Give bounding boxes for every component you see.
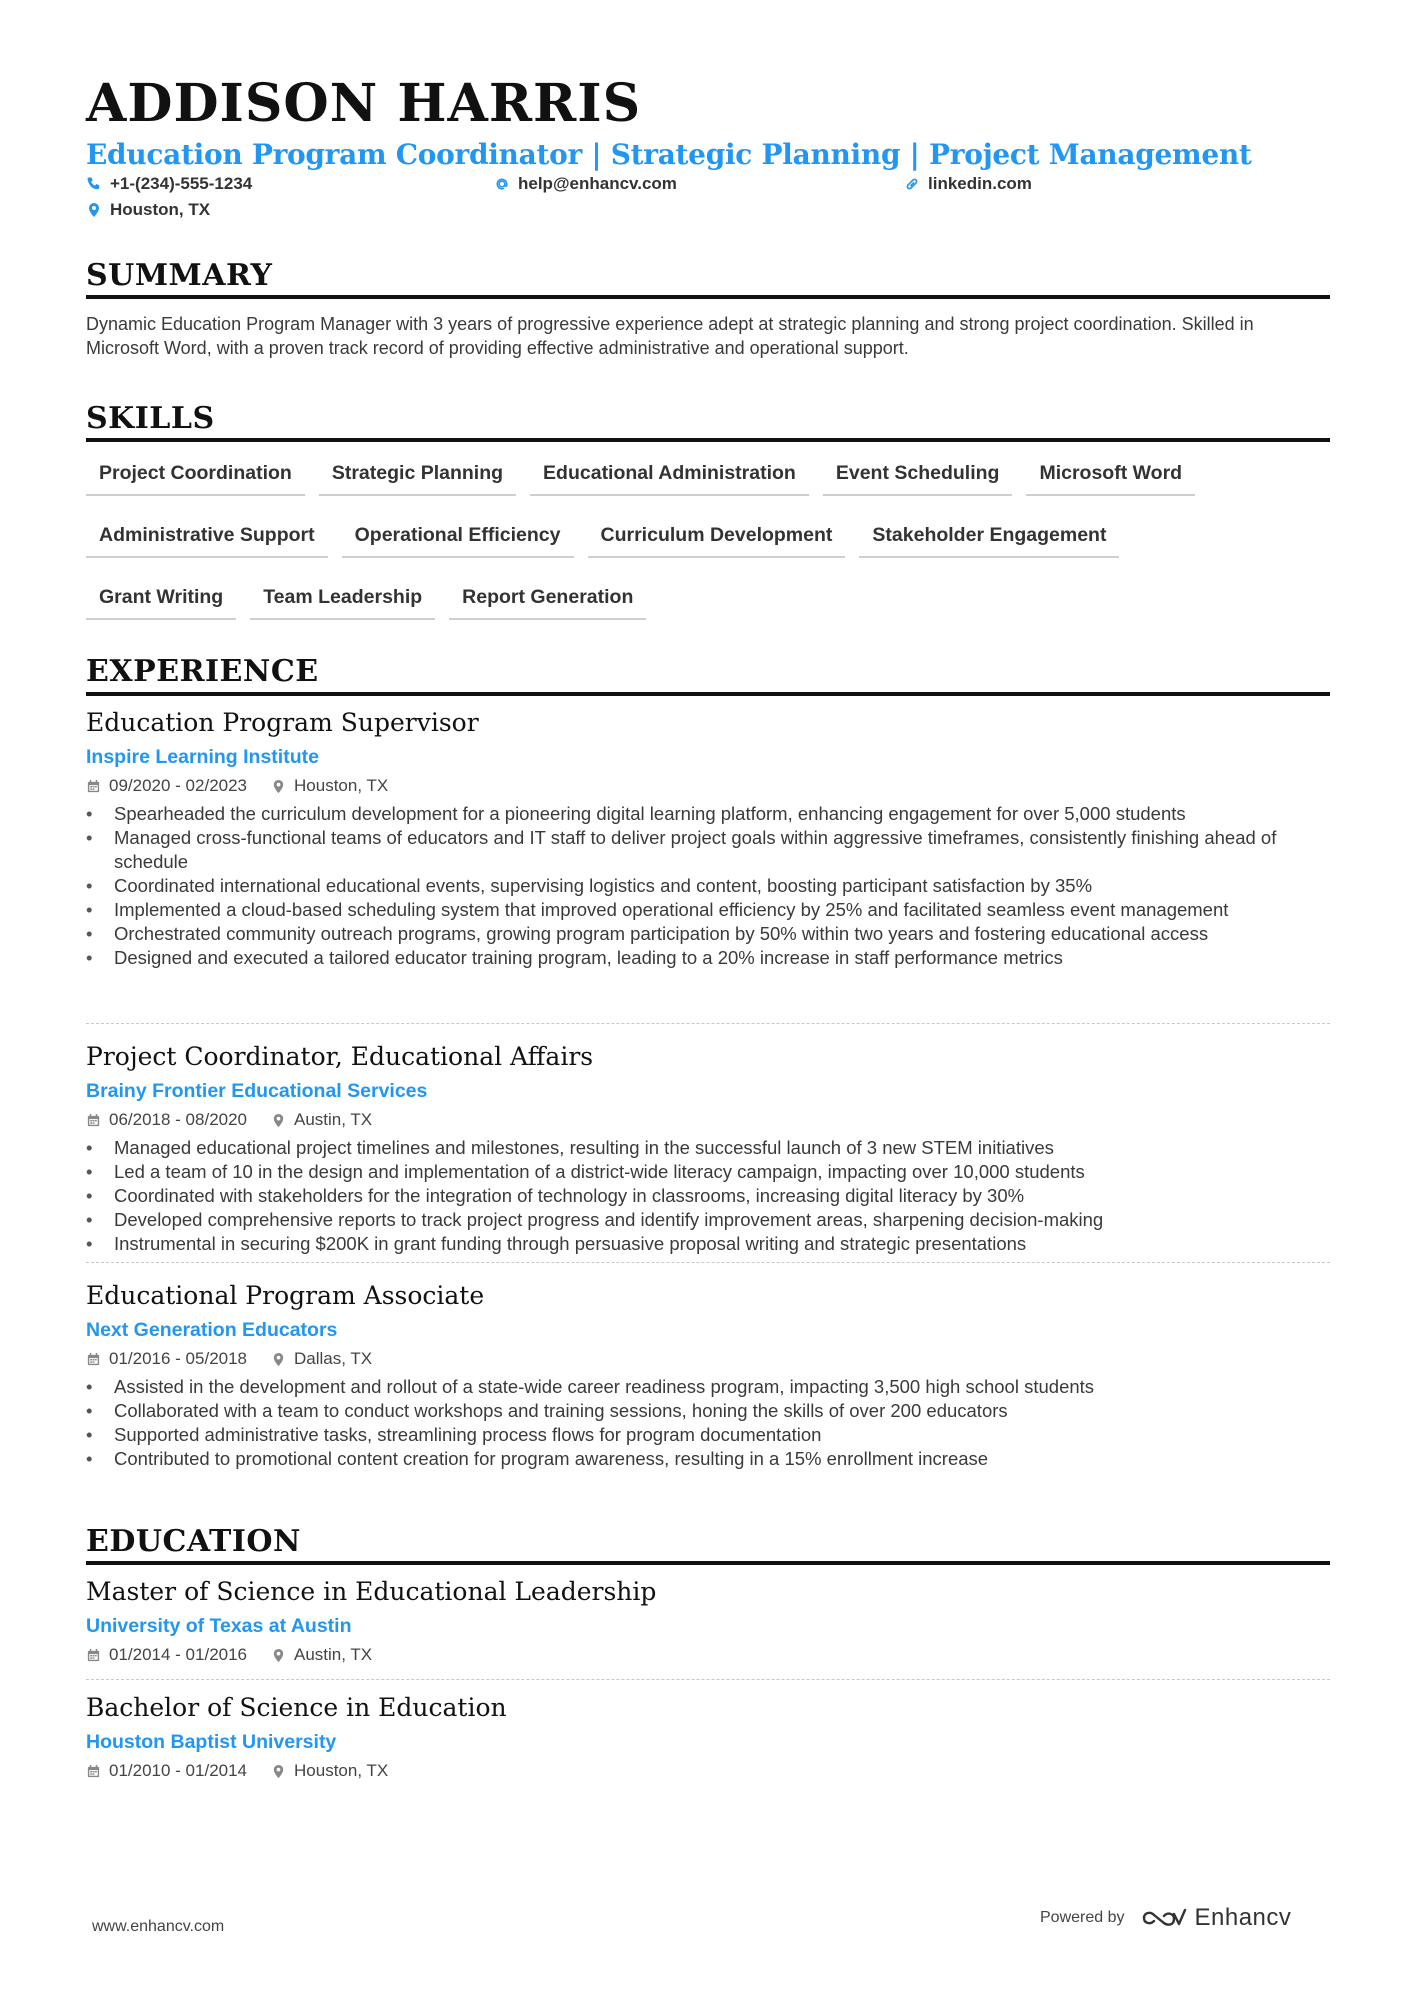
education-location: Austin, TX: [294, 1645, 373, 1664]
calendar-icon: [86, 1113, 101, 1128]
contact-phone[interactable]: [86, 174, 252, 194]
location-pin-icon: [271, 1113, 286, 1128]
location-text: Houston, TX: [110, 200, 211, 219]
summary-divider: [86, 295, 1330, 299]
education-entry: [86, 1575, 1330, 1667]
bullet-item: • Led a team of 10 in the design and implementation of a district-wide literacy campaign, impacting over 10,000 students: [86, 1160, 1330, 1184]
experience-entry: [86, 706, 1330, 970]
bullet-item: • Assisted in the development and rollout of a state-wide career readiness program, impacting 3,500 high school students: [86, 1375, 1330, 1399]
bullet-item: • Developed comprehensive reports to track project progress and identify improvement areas, sharpening decision-making: [86, 1208, 1330, 1232]
job-title: Project Coordinator, Educational Affairs: [86, 1042, 594, 1071]
enhancv-logo-icon: [1141, 1906, 1187, 1930]
candidate-name: ADDISON HARRIS: [86, 73, 642, 134]
education-divider: [86, 1561, 1330, 1565]
job-title: Educational Program Associate: [86, 1281, 485, 1310]
skill-tag: Strategic Planning: [319, 458, 516, 496]
footer-branding[interactable]: [1040, 1904, 1291, 1932]
bullet-item: • Implemented a cloud-based scheduling system that improved operational efficiency by 25% and facilitated seamless event management: [86, 898, 1330, 922]
bullet-item: • Spearheaded the curriculum development for a pioneering digital learning platform, enhancing engagement for over 5,000 students: [86, 802, 1330, 826]
location-pin-icon: [271, 1648, 286, 1663]
skill-tag: Project Coordination: [86, 458, 305, 496]
experience-divider: [86, 692, 1330, 696]
skill-tag: Operational Efficiency: [342, 520, 574, 558]
phone-icon: [86, 176, 102, 192]
company-name: Inspire Learning Institute: [86, 746, 319, 768]
school-name: Houston Baptist University: [86, 1731, 337, 1753]
bullet-item: • Coordinated with stakeholders for the integration of technology in classrooms, increasing digital literacy by 30%: [86, 1184, 1330, 1208]
job-bullets: [86, 802, 1330, 970]
experience-entry: [86, 1040, 1330, 1256]
education-dates: 01/2014 - 01/2016: [109, 1645, 248, 1664]
education-location: Houston, TX: [294, 1761, 389, 1780]
skill-tag: Microsoft Word: [1026, 458, 1195, 496]
bullet-item: • Coordinated international educational events, supervising logistics and content, boosting participant satisfaction by 35%: [86, 874, 1330, 898]
at-icon: [494, 176, 510, 192]
job-location: Houston, TX: [294, 776, 389, 795]
skill-tag: Stakeholder Engagement: [859, 520, 1119, 558]
summary-text: Dynamic Education Program Manager with 3 years of progressive experience adept at strategic planning and strong project coordination. Skilled in Microsoft Word, with a proven track record of providing effective administrative and operational support.: [86, 314, 1254, 358]
brand-logo: [1141, 1904, 1292, 1932]
job-meta: [86, 1347, 1330, 1371]
education-dates: 01/2010 - 01/2014: [109, 1761, 248, 1780]
bullet-item: • Managed cross-functional teams of educators and IT staff to deliver project goals within aggressive timeframes, consistently finishing ahead of schedule: [86, 826, 1330, 874]
entry-divider: [86, 1262, 1330, 1263]
calendar-icon: [86, 779, 101, 794]
powered-by-label: Powered by: [1040, 1909, 1125, 1926]
skill-tag: Administrative Support: [86, 520, 328, 558]
skill-row: [86, 582, 1330, 620]
brand-name: Enhancv: [1194, 1904, 1292, 1931]
experience-entry: [86, 1279, 1330, 1471]
degree-title: Master of Science in Educational Leadership: [86, 1577, 657, 1606]
school-name: University of Texas at Austin: [86, 1615, 352, 1637]
location-pin-icon: [271, 779, 286, 794]
job-bullets: [86, 1375, 1330, 1471]
bullet-item: • Designed and executed a tailored educator training program, leading to a 20% increase in staff performance metrics: [86, 946, 1330, 970]
contact-email[interactable]: [494, 174, 677, 194]
linkedin-text: linkedin.com: [928, 174, 1032, 193]
job-dates: 01/2016 - 05/2018: [109, 1349, 248, 1368]
candidate-title: Education Program Coordinator | Strategic Planning | Project Management: [86, 138, 1252, 171]
contact-linkedin[interactable]: [904, 174, 1032, 194]
calendar-icon: [86, 1352, 101, 1367]
skill-row: [86, 520, 1330, 558]
job-title: Education Program Supervisor: [86, 708, 479, 737]
job-location: Austin, TX: [294, 1110, 373, 1129]
job-location: Dallas, TX: [294, 1349, 373, 1368]
location-pin-icon: [86, 202, 102, 218]
footer-website[interactable]: www.enhancv.com: [92, 1918, 225, 1935]
skills-list: [86, 458, 1330, 644]
degree-title: Bachelor of Science in Education: [86, 1693, 507, 1722]
bullet-item: • Managed educational project timelines and milestones, resulting in the successful launch of 3 new STEM initiatives: [86, 1136, 1330, 1160]
phone-text: +1-(234)-555-1234: [110, 174, 253, 193]
bullet-item: • Orchestrated community outreach programs, growing program participation by 50% within two years and fostering educational access: [86, 922, 1330, 946]
skill-tag: Report Generation: [449, 582, 646, 620]
contact-location: [86, 200, 210, 220]
company-name: Brainy Frontier Educational Services: [86, 1080, 428, 1102]
link-icon: [904, 176, 920, 192]
job-meta: [86, 1108, 1330, 1132]
skill-tag: Team Leadership: [250, 582, 435, 620]
education-entry: [86, 1691, 1330, 1783]
skill-row: [86, 458, 1330, 496]
education-meta: [86, 1643, 1330, 1667]
entry-divider: [86, 1679, 1330, 1680]
skill-tag: Event Scheduling: [823, 458, 1013, 496]
company-name: Next Generation Educators: [86, 1319, 338, 1341]
bullet-item: • Instrumental in securing $200K in grant funding through persuasive proposal writing and strategic presentations: [86, 1232, 1330, 1256]
bullet-item: • Collaborated with a team to conduct workshops and training sessions, honing the skills of over 200 educators: [86, 1399, 1330, 1423]
location-pin-icon: [271, 1352, 286, 1367]
education-heading: EDUCATION: [86, 1524, 301, 1559]
job-meta: [86, 774, 1330, 798]
skill-tag: Curriculum Development: [588, 520, 846, 558]
calendar-icon: [86, 1764, 101, 1779]
skills-divider: [86, 438, 1330, 442]
entry-divider: [86, 1023, 1330, 1024]
skill-tag: Grant Writing: [86, 582, 236, 620]
job-dates: 06/2018 - 08/2020: [109, 1110, 248, 1129]
skills-heading: SKILLS: [86, 401, 215, 436]
skill-tag: Educational Administration: [530, 458, 809, 496]
job-dates: 09/2020 - 02/2023: [109, 776, 248, 795]
bullet-item: • Contributed to promotional content creation for program awareness, resulting in a 15% enrollment increase: [86, 1447, 1330, 1471]
location-pin-icon: [271, 1764, 286, 1779]
summary-heading: SUMMARY: [86, 258, 273, 293]
job-bullets: [86, 1136, 1330, 1256]
email-text: help@enhancv.com: [518, 174, 677, 193]
education-meta: [86, 1759, 1330, 1783]
calendar-icon: [86, 1648, 101, 1663]
experience-heading: EXPERIENCE: [86, 654, 319, 689]
bullet-item: • Supported administrative tasks, streamlining process flows for program documentation: [86, 1423, 1330, 1447]
